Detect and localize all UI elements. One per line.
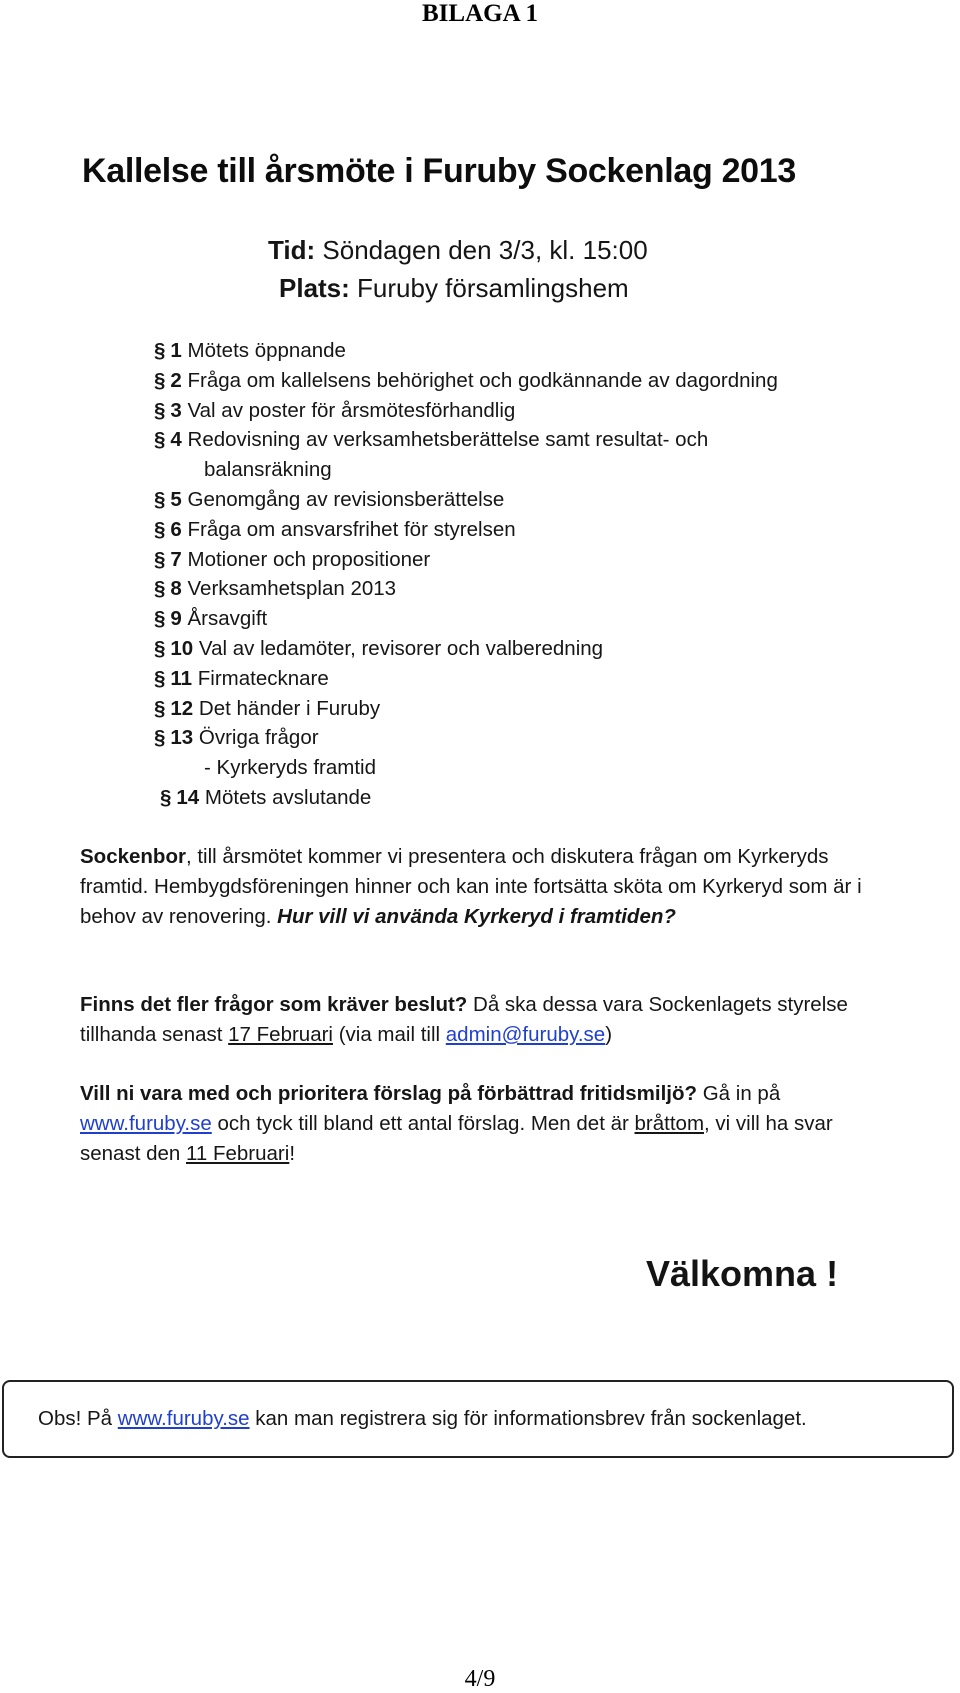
sockenbor-text: , till årsmötet kommer vi presentera och diskutera frågan om Kyrkeryds framtid. Hembygdsföreningen hinner och kan inte fortsätta sköta om Kyrkeryd som är i behov av renovering. [80, 845, 862, 928]
agenda-item-text: Val av poster för årsmötesförhandlig [181, 398, 516, 422]
sockenbor-paragraph [80, 842, 870, 931]
agenda-item [154, 396, 894, 426]
decision-text-2: (via mail till [333, 1022, 446, 1046]
suggestion-text: Gå in på [697, 1082, 781, 1105]
agenda-item-text: Redovisning av verksamhetsberättelse samt resultat- och [181, 428, 709, 452]
place-value: Furuby församlingshem [349, 273, 629, 303]
agenda-item-number: 10 [170, 636, 194, 660]
section-symbol: § [154, 607, 166, 631]
agenda-item-text: Verksamhetsplan 2013 [181, 577, 397, 601]
page-number: 4/9 [464, 1666, 496, 1692]
section-symbol: § [160, 785, 172, 809]
admin-email-link[interactable]: admin@furuby.se [445, 1022, 606, 1046]
agenda-item [154, 604, 894, 634]
decision-paragraph [80, 990, 870, 1050]
agenda-item-number: 11 [170, 666, 193, 690]
place-label: Plats: [279, 273, 350, 303]
section-symbol: § [154, 666, 166, 690]
section-symbol: § [154, 636, 166, 660]
agenda-item-text: Fråga om kallelsens behörighet och godkännande av dagordning [181, 368, 778, 392]
agenda-item [154, 425, 894, 455]
section-symbol: § [154, 487, 166, 511]
meeting-place [279, 272, 879, 304]
agenda-item-number: 14 [176, 785, 200, 809]
obs-note [38, 1405, 938, 1433]
obs-text-2: kan man registrera sig för informationsbrev från sockenlaget. [249, 1407, 807, 1430]
agenda-item [154, 485, 894, 515]
agenda-item [154, 336, 894, 366]
agenda-item [154, 723, 894, 753]
decision-deadline: 17 Februari [228, 1022, 333, 1046]
section-symbol: § [154, 339, 166, 362]
obs-website-link[interactable]: www.furuby.se [117, 1407, 250, 1430]
decision-text: Då ska dessa vara Sockenlagets styrelse tillhanda senast [80, 993, 848, 1046]
agenda-item-text: Övriga frågor [193, 726, 319, 750]
section-symbol: § [154, 398, 166, 422]
welcome-text: Välkomna ! [646, 1253, 839, 1294]
urgent-word: bråttom [634, 1111, 705, 1135]
notice-title: Kallelse till årsmöte i Furuby Sockenlag 2013 [82, 152, 797, 190]
agenda-item [154, 634, 894, 664]
sockenbor-lead: Sockenbor [80, 845, 186, 868]
agenda-item-number: 7 [170, 547, 182, 571]
agenda-item-number: 2 [170, 368, 182, 392]
agenda-item [154, 574, 894, 604]
agenda-item [154, 515, 894, 545]
agenda-sub-item: - Kyrkeryds framtid [204, 756, 376, 780]
suggestion-paragraph [80, 1079, 870, 1168]
agenda-item-text: Val av ledamöter, revisorer och valberedning [193, 636, 604, 660]
time-value: Söndagen den 3/3, kl. 15:00 [315, 235, 648, 265]
agenda-item-text: Mötets öppnande [181, 339, 346, 362]
agenda-item-number: 3 [170, 398, 182, 422]
suggestion-deadline: 11 Februari [186, 1141, 290, 1165]
section-symbol: § [154, 726, 166, 750]
agenda-item [154, 694, 894, 724]
agenda-item-number: 1 [170, 339, 182, 362]
decision-text-3: ) [605, 1022, 613, 1046]
agenda-item-number: 4 [170, 428, 182, 452]
section-symbol: § [154, 368, 166, 392]
agenda-item-text: Årsavgift [181, 607, 268, 631]
agenda-item-number: 9 [170, 607, 182, 631]
suggestion-lead: Vill ni vara med och prioritera förslag på förbättrad fritidsmiljö? [80, 1082, 698, 1105]
agenda-item-number: 12 [170, 696, 194, 720]
section-symbol: § [154, 577, 166, 601]
section-symbol: § [154, 547, 166, 571]
decision-lead: Finns det fler frågor som kräver beslut? [80, 993, 468, 1016]
agenda-item-text: Mötets avslutande [199, 785, 372, 809]
agenda-item-text: Firmatecknare [192, 666, 329, 690]
section-symbol: § [154, 428, 166, 452]
website-link[interactable]: www.furuby.se [80, 1111, 212, 1135]
obs-text: Obs! På [38, 1407, 118, 1430]
agenda-item-text: Motioner och propositioner [181, 547, 431, 571]
agenda-item-text: Fråga om ansvarsfrihet för styrelsen [181, 517, 516, 541]
agenda-item-text: Genomgång av revisionsberättelse [181, 487, 505, 511]
time-label: Tid: [268, 235, 316, 265]
agenda-item [154, 783, 894, 813]
agenda-item-number: 13 [170, 726, 194, 750]
section-symbol: § [154, 696, 166, 720]
agenda-item-text: Det händer i Furuby [193, 696, 381, 720]
agenda-item-number: 6 [170, 517, 182, 541]
sockenbor-question: Hur vill vi använda Kyrkeryd i framtiden? [277, 904, 676, 928]
notice-box [2, 1380, 954, 1458]
agenda-item [154, 664, 894, 694]
suggestion-text-3: , vi vill ha svar senast den [80, 1111, 833, 1165]
section-symbol: § [154, 517, 166, 541]
meeting-time [268, 234, 868, 266]
agenda-item-number: 5 [170, 487, 182, 511]
annex-heading: BILAGA 1 [421, 0, 538, 27]
agenda-item [154, 545, 894, 575]
suggestion-text-4: ! [289, 1141, 296, 1165]
agenda-list [154, 336, 894, 813]
suggestion-text-2: och tyck till bland ett antal förslag. Men det är [211, 1111, 635, 1135]
agenda-item-continuation: balansräkning [204, 458, 332, 482]
agenda-item-number: 8 [170, 577, 182, 601]
agenda-item [154, 366, 894, 396]
